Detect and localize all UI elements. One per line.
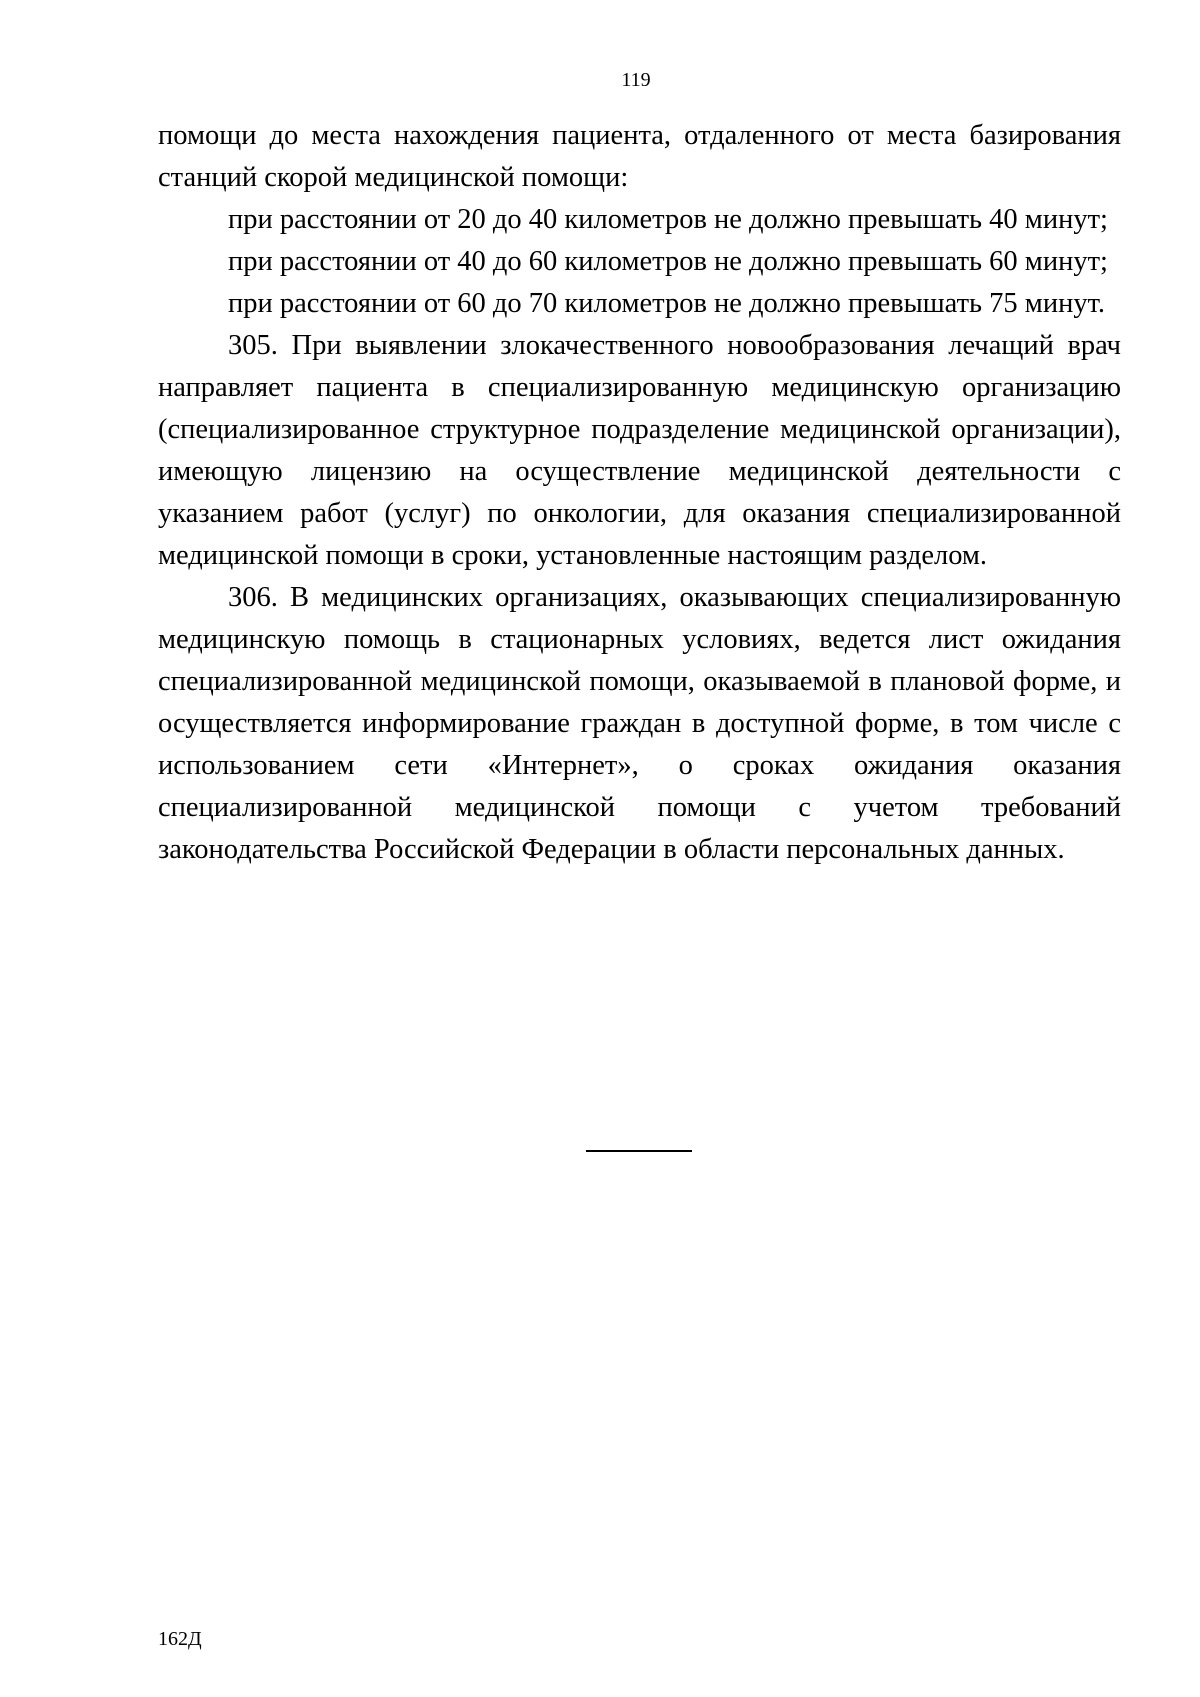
end-of-section-rule (586, 1150, 692, 1152)
paragraph-distance-20-40: при расстоянии от 20 до 40 километров не должно превышать 40 минут; (228, 204, 1108, 235)
page-number: 119 (621, 69, 651, 91)
paragraph-306: 306. В медицинских организациях, оказывающих специализированную медицинскую помощь в стационарных условиях, ведется лист ожидания специализированной медицинской помощи, оказываемой в плановой форме, и осуществляется информирование граждан в доступной форме, в том числе с использованием сети «Интернет», о сроках ожидания оказания специализированной медицинской помощи с учетом требований законодательства Российской Федерации в области персональных данных. (158, 582, 1121, 865)
paragraph-continuation: помощи до места нахождения пациента, отдаленного от места базирования станций скорой медицинской помощи: (158, 120, 1121, 193)
paragraph-305: 305. При выявлении злокачественного новообразования лечащий врач направляет пациента в специализированную медицинскую организацию (специализированное структурное подразделение медицинской организации), имеющую лицензию на осуществление медицинской деятельности с указанием работ (услуг) по онкологии, для оказания специализированной медицинской помощи в сроки, установленные настоящим разделом. (158, 330, 1121, 571)
paragraph-distance-60-70: при расстоянии от 60 до 70 километров не должно превышать 75 минут. (228, 288, 1106, 319)
document-code: 162Д (158, 1628, 202, 1650)
document-body (158, 115, 1121, 871)
paragraph-distance-40-60: при расстоянии от 40 до 60 километров не должно превышать 60 минут; (228, 246, 1108, 277)
